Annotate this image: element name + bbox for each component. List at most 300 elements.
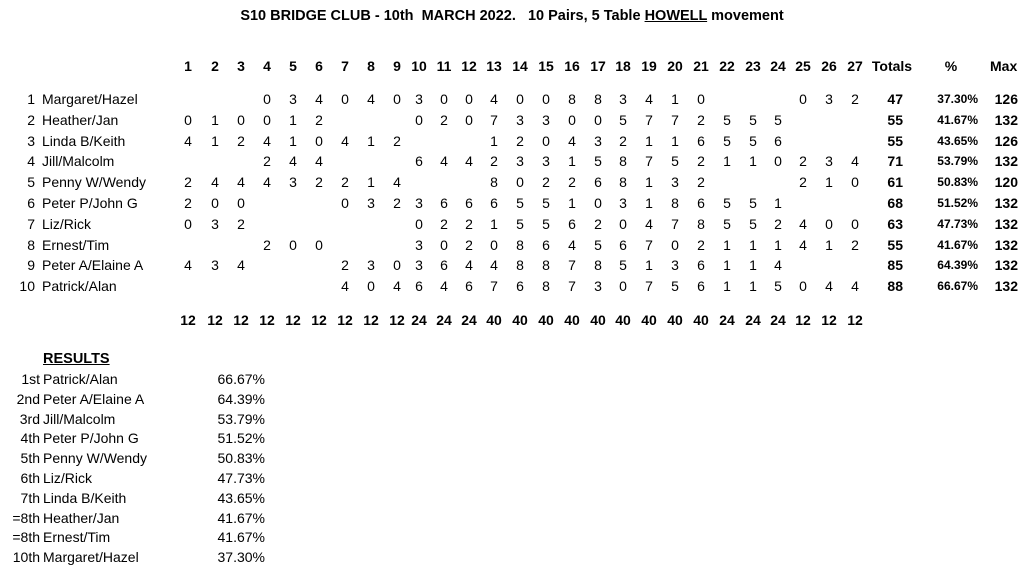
score-cell: 5: [619, 111, 627, 128]
score-cell: 8: [619, 153, 627, 170]
pair-max: 132: [994, 257, 1018, 274]
board-header: 19: [641, 58, 657, 74]
result-place: 1st: [21, 371, 40, 387]
result-place: 5th: [20, 450, 40, 467]
score-cell: 0: [440, 236, 448, 253]
result-name: Jill/Malcolm: [43, 410, 116, 427]
pair-number: 10: [19, 278, 35, 295]
pair-total: 55: [887, 132, 903, 149]
pair-name: Peter P/John G: [42, 195, 138, 211]
score-cell: 0: [289, 236, 297, 253]
score-cell: 0: [568, 111, 576, 128]
score-cell: 0: [465, 91, 473, 107]
pair-max: 132: [994, 195, 1018, 211]
pair-number: 3: [27, 132, 35, 149]
result-place: =8th: [12, 529, 40, 546]
board-max-cell: 12: [180, 312, 196, 328]
score-cell: 0: [415, 215, 423, 232]
score-cell: 2: [851, 91, 859, 107]
result-percent: 37.30%: [217, 549, 265, 566]
score-cell: 7: [645, 111, 653, 128]
score-cell: 2: [465, 236, 473, 253]
pair-max: 132: [994, 215, 1018, 232]
score-cell: 5: [749, 132, 757, 149]
pair-max: 132: [994, 153, 1018, 170]
pair-name: Patrick/Alan: [42, 278, 117, 295]
board-header: 11: [436, 58, 452, 74]
pair-total: 85: [887, 257, 903, 274]
score-cell: 0: [440, 91, 448, 107]
board-max-cell: 40: [486, 312, 502, 328]
pair-name: Linda B/Keith: [42, 132, 126, 149]
score-cell: 0: [184, 111, 192, 128]
board-max-cell: 24: [719, 312, 735, 328]
score-cell: 7: [568, 257, 576, 274]
score-cell: 3: [415, 91, 423, 107]
score-cell: 5: [723, 132, 731, 149]
score-cell: 2: [341, 174, 349, 191]
score-cell: 1: [774, 236, 782, 253]
board-header: 8: [367, 58, 375, 74]
pair-percent: 47.73%: [937, 216, 978, 231]
result-place: 10th: [12, 549, 40, 566]
score-cell: 4: [393, 278, 401, 295]
score-cell: 2: [568, 174, 576, 191]
score-cell: 3: [211, 215, 219, 232]
score-cell: 2: [440, 215, 448, 232]
score-cell: 2: [619, 132, 627, 149]
score-cell: 3: [542, 153, 550, 170]
score-cell: 5: [774, 111, 782, 128]
score-cell: 6: [697, 257, 705, 274]
pair-max: 132: [994, 236, 1018, 253]
pair-percent: 41.67%: [937, 237, 978, 252]
score-cell: 2: [774, 215, 782, 232]
score-cell: 8: [697, 215, 705, 232]
score-cell: 7: [568, 278, 576, 295]
score-cell: 3: [415, 195, 423, 211]
score-cell: 5: [594, 153, 602, 170]
max-header: Max: [990, 58, 1018, 74]
score-cell: 1: [645, 195, 653, 211]
score-cell: 6: [774, 132, 782, 149]
result-place: 6th: [20, 470, 40, 486]
score-cell: 5: [594, 236, 602, 253]
result-name: Linda B/Keith: [43, 489, 127, 506]
board-header: 25: [795, 58, 811, 74]
result-place: 7th: [20, 489, 40, 506]
score-cell: 2: [697, 153, 705, 170]
score-cell: 1: [367, 132, 375, 149]
score-cell: 0: [490, 236, 498, 253]
pct-header: %: [944, 58, 958, 74]
result-percent: 41.67%: [217, 529, 265, 546]
score-cell: 0: [415, 111, 423, 128]
score-cell: 4: [568, 132, 576, 149]
pair-name: Jill/Malcolm: [42, 153, 115, 170]
score-cell: 5: [671, 153, 679, 170]
board-max-cell: 12: [311, 312, 327, 328]
score-cell: 5: [723, 215, 731, 232]
board-max-cell: 24: [411, 312, 427, 328]
score-cell: 6: [440, 195, 448, 211]
pair-percent: 64.39%: [937, 258, 978, 273]
pair-total: 71: [887, 153, 903, 170]
score-cell: 0: [774, 153, 782, 170]
score-cell: 0: [263, 91, 271, 107]
board-header: 24: [770, 58, 786, 74]
score-cell: 3: [415, 257, 423, 274]
score-cell: 5: [749, 195, 757, 211]
score-cell: 8: [542, 278, 550, 295]
board-max-cell: 40: [590, 312, 606, 328]
score-cell: 3: [619, 195, 627, 211]
score-cell: 3: [825, 153, 833, 170]
score-cell: 1: [490, 132, 498, 149]
board-max-cell: 12: [285, 312, 301, 328]
score-cell: 8: [594, 257, 602, 274]
pair-name: Heather/Jan: [42, 111, 119, 128]
score-cell: 1: [671, 91, 679, 107]
score-cell: 3: [825, 91, 833, 107]
score-cell: 3: [542, 111, 550, 128]
score-cell: 1: [645, 174, 653, 191]
board-header: 27: [847, 58, 863, 74]
board-max-cell: 40: [641, 312, 657, 328]
score-cell: 1: [211, 111, 219, 128]
score-cell: 4: [367, 91, 375, 107]
score-cell: 2: [594, 215, 602, 232]
pair-total: 63: [887, 215, 903, 232]
board-max-cell: 24: [745, 312, 761, 328]
score-cell: 4: [263, 174, 271, 191]
score-cell: 8: [594, 91, 602, 107]
score-cell: 1: [645, 257, 653, 274]
score-cell: 6: [542, 236, 550, 253]
score-cell: 0: [465, 111, 473, 128]
score-cell: 5: [542, 195, 550, 211]
board-max-cell: 12: [847, 312, 863, 328]
score-cell: 4: [851, 153, 859, 170]
score-cell: 2: [490, 153, 498, 170]
score-cell: 4: [315, 153, 323, 170]
board-max-cell: 12: [337, 312, 353, 328]
board-max-cell: 12: [795, 312, 811, 328]
pair-name: Margaret/Hazel: [42, 91, 138, 107]
score-cell: 3: [619, 91, 627, 107]
score-cell: 3: [671, 174, 679, 191]
board-max-cell: 40: [693, 312, 709, 328]
pair-number: 7: [27, 215, 35, 232]
score-cell: 1: [568, 195, 576, 211]
result-name: Peter P/John G: [43, 430, 139, 447]
score-cell: 4: [237, 174, 245, 191]
score-cell: 1: [289, 132, 297, 149]
score-cell: 2: [263, 236, 271, 253]
score-cell: 5: [723, 195, 731, 211]
score-cell: 4: [341, 132, 349, 149]
pair-percent: 41.67%: [937, 112, 978, 127]
result-percent: 53.79%: [217, 410, 265, 427]
score-cell: 2: [697, 174, 705, 191]
pair-percent: 37.30%: [937, 92, 978, 106]
score-cell: 7: [645, 278, 653, 295]
result-place: =8th: [12, 509, 40, 526]
score-cell: 6: [697, 278, 705, 295]
score-cell: 0: [341, 91, 349, 107]
pair-number: 8: [27, 236, 35, 253]
score-cell: 3: [289, 174, 297, 191]
score-cell: 7: [671, 111, 679, 128]
board-max-cell: 24: [770, 312, 786, 328]
score-cell: 4: [184, 257, 192, 274]
score-cell: 2: [341, 257, 349, 274]
result-name: Heather/Jan: [43, 509, 120, 526]
score-cell: 3: [516, 111, 524, 128]
board-header: 23: [745, 58, 761, 74]
pair-number: 4: [27, 153, 35, 170]
score-cell: 7: [645, 153, 653, 170]
score-cell: 4: [490, 257, 498, 274]
score-cell: 3: [671, 257, 679, 274]
score-cell: 8: [516, 236, 524, 253]
results-heading: RESULTS: [43, 351, 110, 367]
score-cell: 6: [415, 278, 423, 295]
score-cell: 4: [263, 132, 271, 149]
score-cell: 4: [465, 153, 473, 170]
board-header: 16: [564, 58, 580, 74]
result-percent: 50.83%: [217, 450, 265, 467]
result-percent: 41.67%: [217, 509, 265, 526]
board-max-cell: 12: [821, 312, 837, 328]
score-cell: 6: [697, 195, 705, 211]
board-max-cell: 12: [233, 312, 249, 328]
pair-name: Liz/Rick: [42, 215, 92, 232]
score-cell: 0: [367, 278, 375, 295]
score-cell: 1: [749, 257, 757, 274]
pair-percent: 51.52%: [937, 196, 978, 210]
board-header: 4: [263, 58, 271, 74]
score-cell: 1: [825, 174, 833, 191]
score-cell: 1: [645, 132, 653, 149]
board-header: 22: [719, 58, 735, 74]
pair-name: Penny W/Wendy: [42, 174, 147, 191]
score-cell: 7: [490, 111, 498, 128]
board-header: 26: [821, 58, 837, 74]
score-cell: 0: [851, 174, 859, 191]
board-header: 17: [590, 58, 606, 74]
board-header: 9: [393, 58, 401, 74]
score-cell: 0: [315, 132, 323, 149]
score-cell: 5: [542, 215, 550, 232]
score-cell: 0: [851, 215, 859, 232]
board-max-cell: 40: [615, 312, 631, 328]
pair-total: 88: [887, 278, 903, 295]
score-cell: 2: [184, 174, 192, 191]
score-cell: 0: [619, 278, 627, 295]
score-cell: 8: [671, 195, 679, 211]
pair-max: 132: [994, 111, 1018, 128]
score-cell: 1: [723, 236, 731, 253]
pair-max: 120: [994, 174, 1018, 191]
pair-max: 132: [994, 278, 1018, 295]
pair-total: 55: [887, 236, 903, 253]
pair-percent: 43.65%: [937, 133, 978, 148]
score-cell: 0: [516, 174, 524, 191]
board-header: 6: [315, 58, 323, 74]
board-header: 7: [341, 58, 349, 74]
score-cell: 2: [851, 236, 859, 253]
pair-total: 61: [887, 174, 903, 191]
score-cell: 0: [542, 91, 550, 107]
score-cell: 3: [516, 153, 524, 170]
board-max-cell: 24: [461, 312, 477, 328]
score-cell: 0: [237, 111, 245, 128]
pair-total: 55: [887, 111, 903, 128]
title-movement: HOWELL: [644, 8, 708, 24]
board-header: 2: [211, 58, 219, 74]
score-cell: 0: [263, 111, 271, 128]
score-cell: 8: [568, 91, 576, 107]
board-header: 13: [486, 58, 502, 74]
score-cell: 0: [341, 195, 349, 211]
score-cell: 1: [289, 111, 297, 128]
score-cell: 2: [237, 215, 245, 232]
score-cell: 8: [619, 174, 627, 191]
result-place: 3rd: [19, 410, 40, 427]
score-cell: 6: [490, 195, 498, 211]
score-cell: 6: [465, 278, 473, 295]
score-cell: 0: [211, 195, 219, 211]
score-cell: 6: [516, 278, 524, 295]
result-percent: 64.39%: [217, 390, 265, 407]
board-max-cell: 40: [538, 312, 554, 328]
board-max-cell: 40: [512, 312, 528, 328]
score-cell: 8: [542, 257, 550, 274]
score-cell: 4: [851, 278, 859, 295]
score-cell: 4: [184, 132, 192, 149]
page-title: [0, 8, 1024, 24]
score-cell: 4: [825, 278, 833, 295]
score-cell: 0: [799, 91, 807, 107]
pair-total: 47: [887, 91, 903, 107]
pair-percent: 66.67%: [937, 279, 978, 294]
score-cell: 7: [490, 278, 498, 295]
board-max-cell: 12: [389, 312, 405, 328]
score-cell: 3: [594, 132, 602, 149]
score-cell: 4: [490, 91, 498, 107]
pair-number: 2: [27, 111, 35, 128]
pair-max: 126: [994, 91, 1018, 107]
pair-number: 6: [27, 195, 35, 211]
board-header: 3: [237, 58, 245, 74]
score-cell: 7: [645, 236, 653, 253]
score-cell: 4: [237, 257, 245, 274]
score-cell: 1: [723, 153, 731, 170]
result-percent: 43.65%: [217, 489, 265, 506]
score-cell: 0: [594, 195, 602, 211]
totals-header: Totals: [871, 58, 913, 74]
pair-number: 5: [27, 174, 35, 191]
board-max-cell: 40: [667, 312, 683, 328]
score-cell: 2: [697, 236, 705, 253]
board-max-cell: 12: [363, 312, 379, 328]
board-header: 21: [693, 58, 709, 74]
result-name: Liz/Rick: [43, 470, 93, 486]
score-cell: 5: [619, 257, 627, 274]
score-cell: 4: [440, 278, 448, 295]
score-cell: 3: [415, 236, 423, 253]
result-percent: 66.67%: [217, 371, 265, 387]
score-cell: 1: [723, 257, 731, 274]
board-header: 5: [289, 58, 297, 74]
board-header: 18: [615, 58, 631, 74]
board-header: 20: [667, 58, 683, 74]
score-cell: 4: [440, 153, 448, 170]
score-cell: 3: [594, 278, 602, 295]
pair-number: 9: [27, 257, 35, 274]
board-max-cell: 24: [436, 312, 452, 328]
score-cell: 4: [393, 174, 401, 191]
board-header: 10: [411, 58, 427, 74]
score-cell: 5: [749, 111, 757, 128]
result-place: 4th: [20, 430, 40, 447]
result-name: Peter A/Elaine A: [43, 390, 145, 407]
result-name: Penny W/Wendy: [43, 450, 148, 467]
score-cell: 1: [749, 153, 757, 170]
score-cell: 2: [315, 174, 323, 191]
score-cell: 0: [671, 236, 679, 253]
pair-percent: 50.83%: [937, 175, 978, 190]
score-cell: 1: [774, 195, 782, 211]
pair-percent: 53.79%: [937, 154, 978, 169]
score-cell: 2: [315, 111, 323, 128]
score-cell: 0: [393, 91, 401, 107]
score-cell: 0: [237, 195, 245, 211]
score-cell: 2: [237, 132, 245, 149]
score-cell: 4: [465, 257, 473, 274]
title-text: S10 BRIDGE CLUB - 10th MARCH 2022. 10 Pairs, 5 Table: [240, 8, 645, 24]
score-cell: 8: [516, 257, 524, 274]
score-cell: 3: [367, 257, 375, 274]
score-cell: 0: [184, 215, 192, 232]
score-cell: 2: [263, 153, 271, 170]
score-cell: 6: [568, 215, 576, 232]
score-cell: 1: [490, 215, 498, 232]
score-cell: 3: [289, 91, 297, 107]
score-cell: 0: [619, 215, 627, 232]
score-cell: 6: [697, 132, 705, 149]
score-cell: 0: [516, 91, 524, 107]
score-cell: 2: [465, 215, 473, 232]
score-cell: 4: [289, 153, 297, 170]
score-cell: 2: [393, 195, 401, 211]
score-cell: 1: [367, 174, 375, 191]
score-cell: 2: [799, 174, 807, 191]
board-header: 15: [538, 58, 554, 74]
score-cell: 4: [315, 91, 323, 107]
score-cell: 1: [749, 236, 757, 253]
score-cell: 2: [697, 111, 705, 128]
board-max-cell: 12: [207, 312, 223, 328]
result-percent: 47.73%: [217, 470, 265, 486]
score-cell: 4: [568, 236, 576, 253]
score-cell: 2: [542, 174, 550, 191]
score-cell: 5: [723, 111, 731, 128]
score-cell: 2: [184, 195, 192, 211]
score-cell: 0: [799, 278, 807, 295]
score-cell: 5: [749, 215, 757, 232]
